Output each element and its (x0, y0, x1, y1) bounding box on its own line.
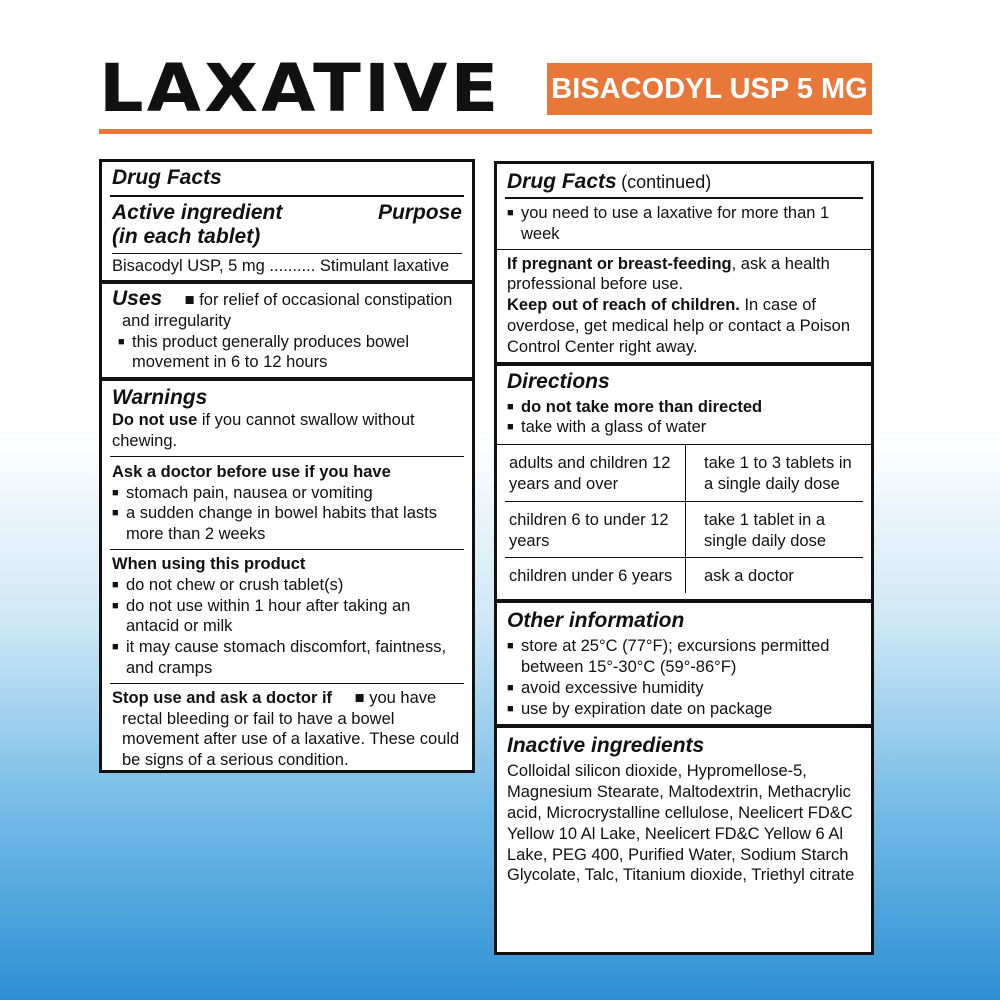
active-ingredient-section (110, 195, 464, 280)
continued-item: ■ you need to use a laxative for more than 1 week (507, 203, 861, 245)
stop-use-item-b: rectal bleeding or fail to have a bowel movement after use of a laxative. These could be signs of a serious condition. (122, 709, 460, 770)
warnings-section (102, 377, 472, 456)
purpose-heading: Purpose (377, 201, 462, 224)
other-information-item: ■ avoid excessive humidity (507, 678, 861, 699)
header-divider (99, 129, 872, 134)
ask-doctor-item: ■ stomach pain, nausea or vomiting (112, 483, 462, 504)
dosage-dose: take 1 tablet in a single daily dose (704, 510, 826, 550)
inactive-ingredients-heading: Inactive ingredients (507, 734, 705, 758)
directions-item: ■ take with a glass of water (507, 417, 861, 438)
drug-facts-heading: Drug Facts (507, 170, 617, 193)
table-row (505, 501, 863, 558)
directions-heading: Directions (507, 369, 610, 393)
uses-item-2: ■ this product generally produces bowel movement in 6 to 12 hours (118, 332, 462, 374)
inactive-ingredients-text: Colloidal silicon dioxide, Hypromellose-5, Magnesium Stearate, Maltodextrin, Methacrylic acid, Microcrystalline cellulose, Neelicert FD&C Yellow 10 Al Lake, Neelicert FD&C Yellow 6 Al Lake, PEG 400, Purified Water, Sodium Starch Glycolate, Talc, Titanium dioxide, Triethyl citrate (507, 762, 855, 885)
drug-facts-continued-header (497, 164, 871, 197)
dosage-table-section (497, 444, 871, 593)
drug-facts-panel-right (494, 161, 874, 955)
drug-facts-header-section (102, 162, 472, 190)
other-information-heading: Other information (507, 609, 685, 633)
uses-item-1a: ■ for relief of occasional constipation (184, 290, 453, 309)
warnings-heading: Warnings (112, 386, 208, 410)
directions-section (497, 362, 871, 443)
when-using-item: ■ it may cause stomach discomfort, faintness, and cramps (112, 637, 462, 679)
stop-use-heading: Stop use and ask a doctor if (112, 688, 333, 707)
pregnancy-text: If pregnant or breast-feeding, ask a health professional before use. (507, 254, 830, 294)
ask-doctor-item: ■ a sudden change in bowel habits that lasts more than 2 weeks (112, 503, 462, 545)
keep-out-text: Keep out of reach of children. In case of overdose, get medical help or contact a Poison Control Center right away. (507, 296, 851, 356)
inactive-ingredients-section (497, 724, 871, 886)
dosage-table (505, 445, 863, 593)
drug-facts-panel-left (99, 159, 475, 773)
ask-doctor-heading: Ask a doctor before use if you have (112, 462, 391, 481)
product-title: LAXATIVE (99, 50, 502, 127)
ask-doctor-section (110, 456, 464, 549)
active-ingredient-subheading: (in each tablet) (112, 225, 261, 248)
pregnancy-section (497, 249, 871, 362)
ingredient-line: Bisacodyl USP, 5 mg .......... Stimulant laxative (112, 253, 462, 280)
uses-heading: Uses (112, 286, 163, 310)
directions-item: ■ do not take more than directed (507, 397, 861, 418)
dosage-who: children under 6 years (505, 558, 686, 593)
other-information-section (497, 599, 871, 724)
when-using-heading: When using this product (112, 554, 306, 573)
when-using-item: ■ do not use within 1 hour after taking an antacid or milk (112, 596, 462, 638)
when-using-item: ■ do not chew or crush tablet(s) (112, 575, 462, 596)
uses-section (102, 280, 472, 377)
active-ingredient-heading: Active ingredient (112, 201, 283, 224)
table-row (505, 557, 863, 593)
table-row (505, 445, 863, 501)
dosage-who: children 6 to under 12 years (505, 502, 686, 558)
other-information-item: ■ store at 25°C (77°F); excursions permitted between 15°-30°C (59°-86°F) (507, 636, 861, 678)
drug-facts-heading: Drug Facts (112, 166, 222, 189)
stop-use-item-a: ■ you have (354, 688, 437, 707)
uses-item-1b: and irregularity (122, 311, 232, 330)
continued-section (505, 197, 863, 249)
do-not-use-text: Do not use if you cannot swallow without chewing. (112, 411, 415, 450)
dosage-dose: ask a doctor (704, 567, 794, 586)
dosage-badge: BISACODYL USP 5 MG (547, 63, 872, 115)
dosage-dose: take 1 to 3 tablets in a single daily dose (704, 454, 852, 493)
other-information-item: ■ use by expiration date on package (507, 699, 861, 720)
dosage-who: adults and children 12 years and over (505, 445, 686, 501)
when-using-section (110, 549, 464, 683)
stop-use-section (110, 683, 464, 775)
continued-label: (continued) (621, 172, 712, 192)
